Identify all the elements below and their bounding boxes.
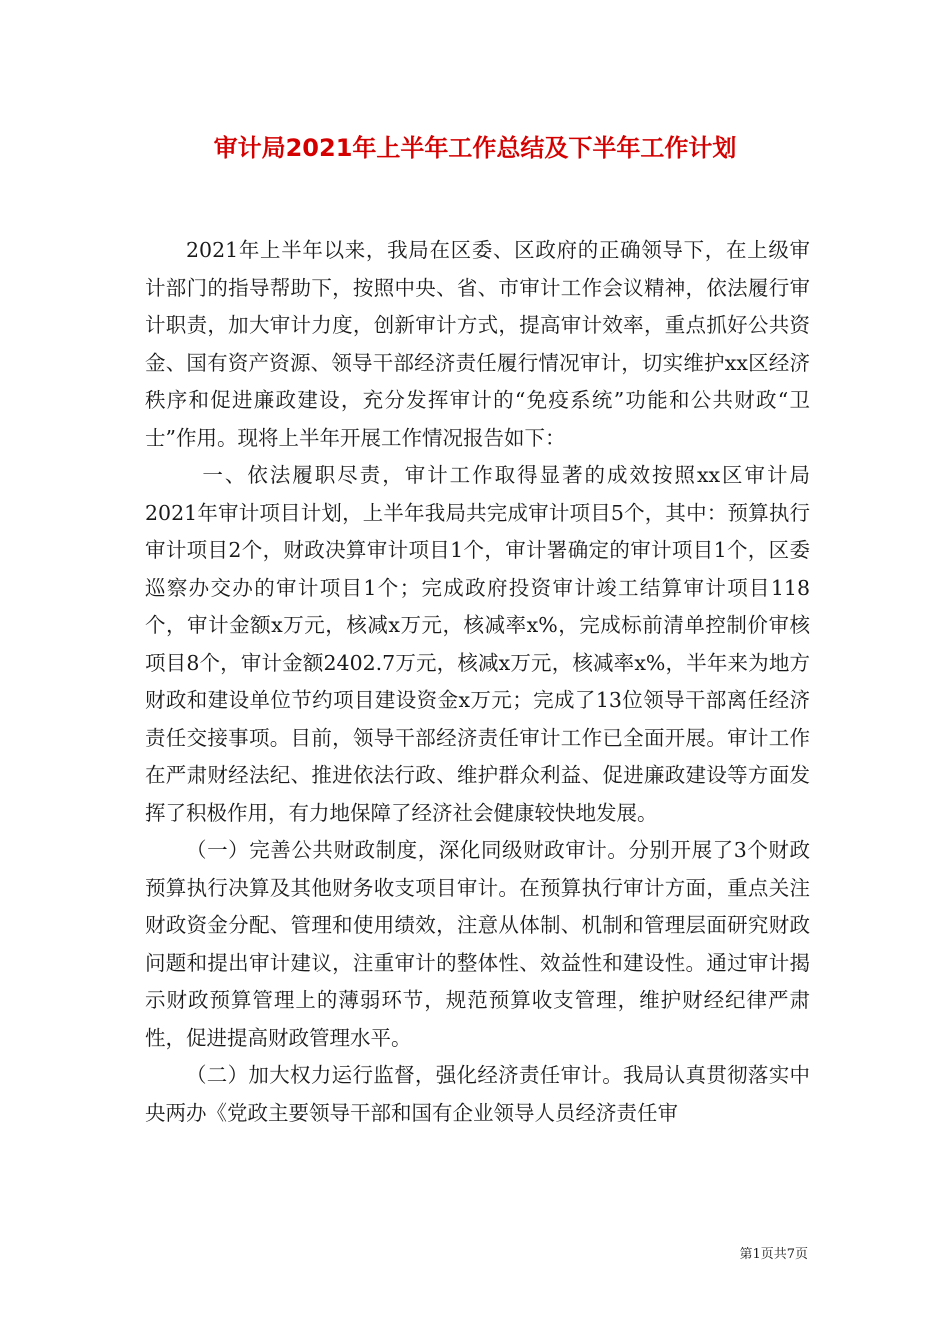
paragraph-intro: 2021年上半年以来，我局在区委、区政府的正确领导下，在上级审计部门的指导帮助下，按照中央、省、市审计工作会议精神，依法履行审计职责，加大审计力度，创新审计方式，提高审计效率，重点抓好公共资金、国有资产资源、领导干部经济责任履行情况审计，切实维护xx区经济秩序和促进廉政建设，充分发挥审计的“免疫系统”功能和公共财政“卫士”作用。现将上半年开展工作情况报告如下： (145, 238, 810, 450)
document-body (145, 232, 810, 1132)
paragraph-subsection-two: （二）加大权力运行监督，强化经济责任审计。我局认真贯彻落实中央两办《党政主要领导干部和国有企业领导人员经济责任审 (145, 1063, 810, 1125)
paragraph-section-one: 一、依法履职尽责，审计工作取得显著的成效按照xx区审计局2021年审计项目计划，上半年我局共完成审计项目5个，其中：预算执行审计项目2个，财政决算审计项目1个，审计署确定的审计项目1个，区委巡察办交办的审计项目1个；完成政府投资审计竣工结算审计项目118个，审计金额x万元，核减x万元，核减率x%，完成标前清单控制价审核项目8个，审计金额2402.7万元，核减x万元，核减率x%，半年来为地方财政和建设单位节约项目建设资金x万元；完成了13位领导干部离任经济责任交接事项。目前，领导干部经济责任审计工作已全面开展。审计工作在严肃财经法纪、推进依法行政、维护群众利益、促进廉政建设等方面发挥了积极作用，有力地保障了经济社会健康较快地发展。 (145, 463, 810, 825)
paragraph-subsection-one: （一）完善公共财政制度，深化同级财政审计。分别开展了3个财政预算执行决算及其他财务收支项目审计。在预算执行审计方面，重点关注财政资金分配、管理和使用绩效，注意从体制、机制和管理层面研究财政问题和提出审计建议，注重审计的整体性、效益性和建设性。通过审计揭示财政预算管理上的薄弱环节，规范预算收支管理，维护财经纪律严肃性，促进提高财政管理水平。 (145, 838, 810, 1050)
document-title: 审计局2021年上半年工作总结及下半年工作计划 (213, 134, 737, 162)
page-number-footer: 第1页共7页 (739, 1247, 808, 1262)
